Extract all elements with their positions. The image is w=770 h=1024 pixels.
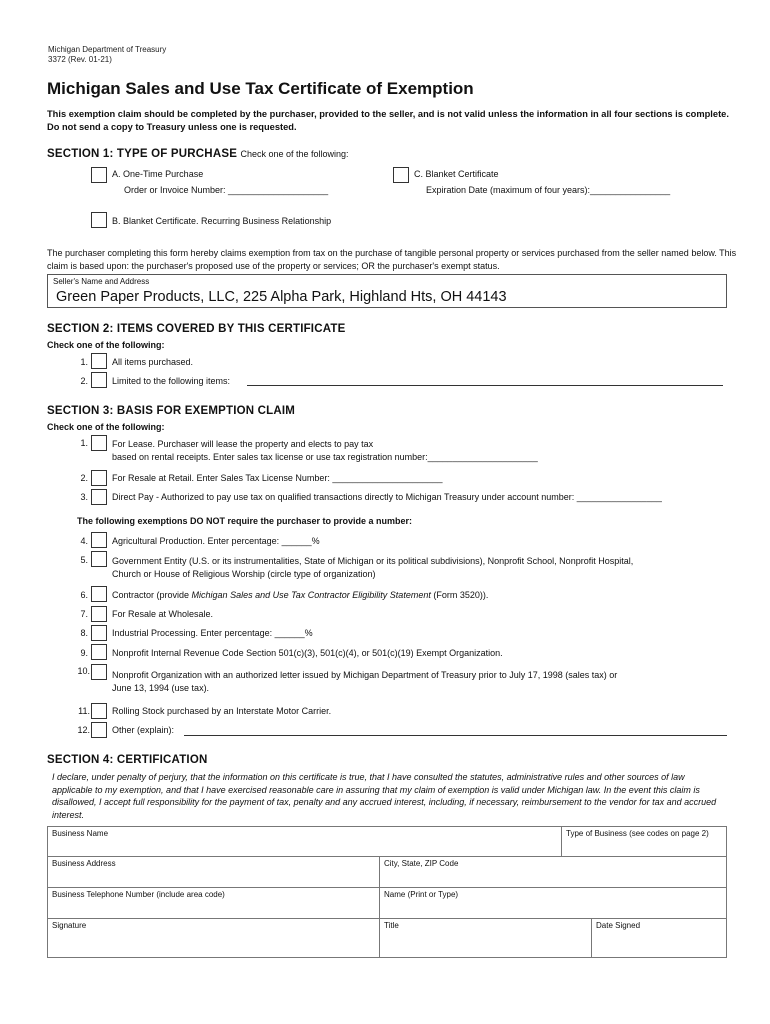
item-number: 9. xyxy=(80,648,88,658)
resale-retail-checkbox[interactable] xyxy=(91,470,107,486)
option-b-label: B. Blanket Certificate. Recurring Business Relationship xyxy=(112,216,332,226)
one-time-purchase-checkbox[interactable] xyxy=(91,167,107,183)
rolling-stock-checkbox[interactable] xyxy=(91,703,107,719)
title-field[interactable] xyxy=(379,918,592,958)
item-number: 8. xyxy=(80,628,88,638)
section4-heading: SECTION 4: CERTIFICATION xyxy=(47,754,208,766)
seller-label: Seller's Name and Address xyxy=(53,277,150,286)
direct-pay-label: Direct Pay - Authorized to pay use tax on qualified transactions directly to Michigan Treasury under account number: _________________ xyxy=(112,492,662,502)
contractor-form-title: Michigan Sales and Use Tax Contractor Eligibility Statement xyxy=(191,590,431,600)
government-entity-checkbox[interactable] xyxy=(91,551,107,567)
for-lease-line2: based on rental receipts. Enter sales tax license or use tax registration number:______________________ xyxy=(112,452,538,462)
other-label: Other (explain): xyxy=(112,725,175,735)
item-number: 7. xyxy=(80,609,88,619)
telephone-field[interactable] xyxy=(47,887,380,919)
limited-items-line[interactable] xyxy=(247,385,723,386)
section1-instruction: Check one of the following: xyxy=(240,149,349,159)
section1-title: SECTION 1: TYPE OF PURCHASE xyxy=(47,148,238,160)
expiration-date-field[interactable]: Expiration Date (maximum of four years):________________ xyxy=(426,185,671,195)
signature-field[interactable] xyxy=(47,918,380,958)
type-of-business-field[interactable] xyxy=(561,826,727,857)
telephone-label: Business Telephone Number (include area code) xyxy=(52,890,225,899)
contractor-text-pre: Contractor (provide xyxy=(112,590,192,600)
agricultural-label: Agricultural Production. Enter percentage: ______% xyxy=(112,536,320,546)
item-number: 6. xyxy=(80,590,88,600)
department-name: Michigan Department of Treasury xyxy=(48,45,167,54)
item-number: 1. xyxy=(80,357,88,367)
option-c-label: C. Blanket Certificate xyxy=(414,169,499,179)
seller-value: Green Paper Products, LLC, 225 Alpha Park, Highland Hts, OH 44143 xyxy=(56,289,507,305)
item-number: 1. xyxy=(80,438,88,448)
business-name-field[interactable] xyxy=(47,826,562,857)
resale-wholesale-checkbox[interactable] xyxy=(91,606,107,622)
form-number: 3372 (Rev. 01-21) xyxy=(48,55,112,64)
limited-items-checkbox[interactable] xyxy=(91,372,107,388)
city-state-zip-field[interactable] xyxy=(379,856,727,888)
name-print-label: Name (Print or Type) xyxy=(384,890,459,899)
section1-heading xyxy=(47,148,349,160)
no-number-note: The following exemptions DO NOT require the purchaser to provide a number: xyxy=(77,516,413,526)
all-items-checkbox[interactable] xyxy=(91,353,107,369)
item-number: 10. xyxy=(77,666,90,676)
type-of-business-label: Type of Business (see codes on page 2) xyxy=(566,829,709,838)
industrial-processing-checkbox[interactable] xyxy=(91,625,107,641)
nonprofit-letter-line2: June 13, 1994 (use tax). xyxy=(112,683,210,693)
item-number: 12. xyxy=(77,725,90,735)
section3-heading: SECTION 3: BASIS FOR EXEMPTION CLAIM xyxy=(47,405,296,417)
seller-box[interactable] xyxy=(47,274,727,308)
item-number: 2. xyxy=(80,376,88,386)
rolling-stock-label: Rolling Stock purchased by an Interstate Motor Carrier. xyxy=(112,706,332,716)
title-label: Title xyxy=(384,921,399,930)
nonprofit-letter-checkbox[interactable] xyxy=(91,664,107,680)
city-state-zip-label: City, State, ZIP Code xyxy=(384,859,459,868)
all-items-label: All items purchased. xyxy=(112,357,194,367)
for-lease-checkbox[interactable] xyxy=(91,435,107,451)
order-invoice-number-field[interactable]: Order or Invoice Number: ____________________ xyxy=(124,185,329,195)
agricultural-checkbox[interactable] xyxy=(91,532,107,548)
nonprofit-501c-label: Nonprofit Internal Revenue Code Section 501(c)(3), 501(c)(4), or 501(c)(19) Exempt Organization. xyxy=(112,648,503,658)
item-number: 2. xyxy=(80,473,88,483)
contractor-checkbox[interactable] xyxy=(91,586,107,602)
business-address-label: Business Address xyxy=(52,859,116,868)
recurring-blanket-checkbox[interactable] xyxy=(91,212,107,228)
business-name-label: Business Name xyxy=(52,829,109,838)
option-a-label: A. One-Time Purchase xyxy=(112,169,204,179)
claim-text: The purchaser completing this form hereby claims exemption from tax on the purchase of tangible personal property or services purchased from the seller named below. This claim is based upon: the purchaser's proposed use of the property or services; OR the purchaser's exempt status. xyxy=(47,248,737,271)
limited-items-label: Limited to the following items: xyxy=(112,376,231,386)
item-number: 3. xyxy=(80,492,88,502)
section3-instruction: Check one of the following: xyxy=(47,422,165,432)
signature-label: Signature xyxy=(52,921,87,930)
date-signed-label: Date Signed xyxy=(596,921,641,930)
contractor-label xyxy=(112,590,488,600)
government-entity-line2: Church or House of Religious Worship (circle type of organization) xyxy=(112,569,376,579)
name-print-field[interactable] xyxy=(379,887,727,919)
direct-pay-checkbox[interactable] xyxy=(91,489,107,505)
industrial-processing-label: Industrial Processing. Enter percentage: ______% xyxy=(112,628,313,638)
section2-instruction: Check one of the following: xyxy=(47,340,165,350)
item-number: 11. xyxy=(78,706,90,716)
nonprofit-501c-checkbox[interactable] xyxy=(91,644,107,660)
date-signed-field[interactable] xyxy=(591,918,727,958)
government-entity-line1: Government Entity (U.S. or its instrumentalities, State of Michigan or its political subdivisions), Nonprofit School, Nonprofit Hospital, xyxy=(112,556,634,566)
page-title: Michigan Sales and Use Tax Certificate of Exemption xyxy=(47,79,474,98)
resale-wholesale-label: For Resale at Wholesale. xyxy=(112,609,214,619)
nonprofit-letter-line1: Nonprofit Organization with an authorized letter issued by Michigan Department of Treasury prior to July 17, 1998 (sales tax) or xyxy=(112,670,618,680)
intro-text: This exemption claim should be completed by the purchaser, provided to the seller, and is not valid unless the information in all four sections is complete. Do not send a copy to Treasury unless one is requested. xyxy=(47,109,729,132)
section2-heading: SECTION 2: ITEMS COVERED BY THIS CERTIFICATE xyxy=(47,323,346,335)
other-explain-line[interactable] xyxy=(184,735,727,736)
business-address-field[interactable] xyxy=(47,856,380,888)
for-lease-line1: For Lease. Purchaser will lease the property and elects to pay tax xyxy=(112,439,374,449)
other-checkbox[interactable] xyxy=(91,722,107,738)
item-number: 5. xyxy=(80,555,88,565)
resale-retail-label: For Resale at Retail. Enter Sales Tax License Number: ______________________ xyxy=(112,473,443,483)
contractor-text-post: (Form 3520)). xyxy=(430,590,489,600)
item-number: 4. xyxy=(80,536,88,546)
certification-declaration: I declare, under penalty of perjury, that the information on this certificate is true, that I have consulted the statutes, administrative rules and other sources of law applicable to my exemption, and that I have exercised reasonable care in assuring that my claim of exemption is valid under Michigan law. In the event this claim is disallowed, I accept full responsibility for the payment of tax, penalty and any accrued interest, including, if necessary, reimbursement to the vendor for tax and accrued interest. xyxy=(52,772,717,820)
blanket-certificate-checkbox[interactable] xyxy=(393,167,409,183)
